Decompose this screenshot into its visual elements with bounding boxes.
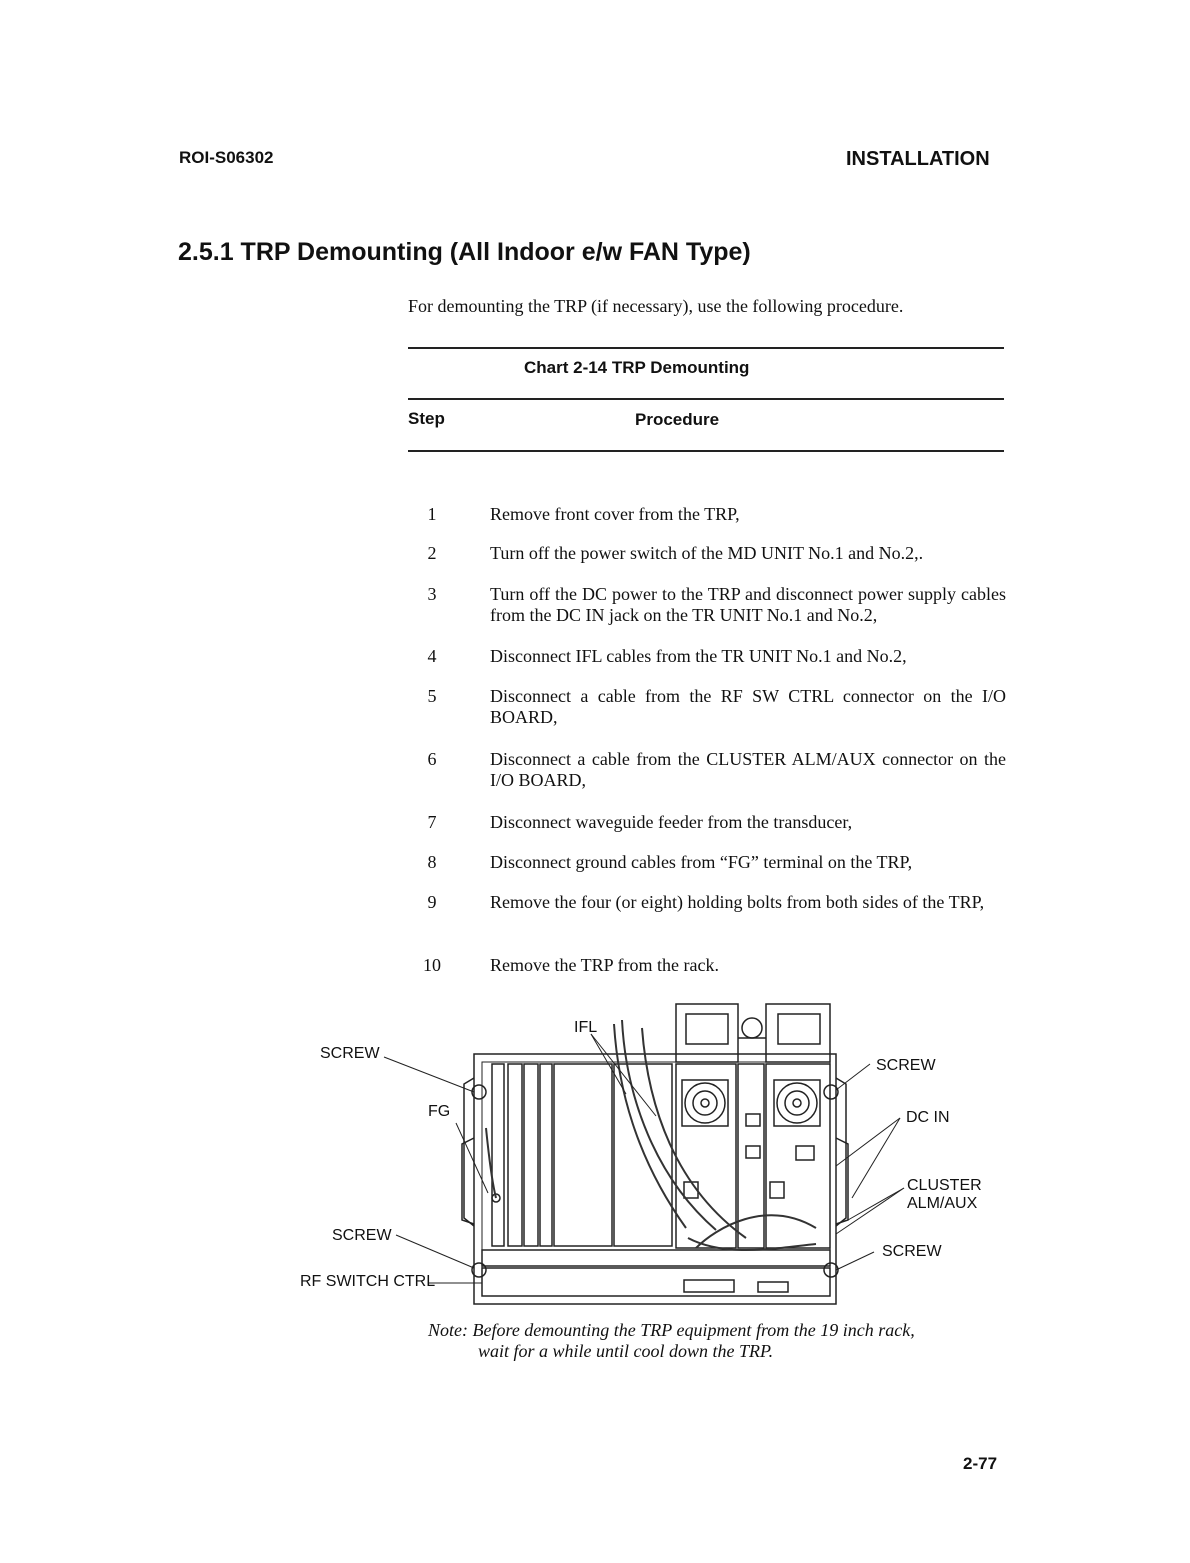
step-number: 5 [427,686,437,706]
step-text: Turn off the power switch of the MD UNIT No.1 and No.2,. [490,543,924,563]
label-ifl: IFL [574,1019,598,1036]
step-text: Disconnect a cable from the CLUSTER ALM/AUX connector on the I/O BOARD, [490,749,1006,790]
step-number: 7 [427,812,437,832]
label-screw-top-left: SCREW [320,1045,380,1062]
label-screw-bottom-left: SCREW [332,1227,392,1244]
step-text: Disconnect IFL cables from the TR UNIT No.1 and No.2, [490,646,907,666]
label-cluster: CLUSTER [907,1177,982,1194]
document-id: ROI-S06302 [179,148,274,167]
step-text: Remove the TRP from the rack. [490,955,719,975]
step-text: Remove the four (or eight) holding bolts from both sides of the TRP, [490,892,985,912]
label-fg: FG [428,1103,451,1120]
column-header-step: Step [408,409,445,428]
chapter-title: INSTALLATION [846,148,990,170]
note-line-1: Note: Before demounting the TRP equipment from the 19 inch rack, [428,1320,915,1340]
note-line-2: wait for a while until cool down the TRP. [478,1341,774,1361]
label-dc-in: DC IN [906,1109,950,1126]
step-number: 6 [427,749,437,769]
section-title: 2.5.1 TRP Demounting (All Indoor e/w FAN Type) [178,238,751,266]
trp-equipment-diagram [296,998,1006,1310]
intro-text: For demounting the TRP (if necessary), use the following procedure. [408,296,904,316]
step-number: 1 [427,504,437,524]
chart-top-rule [408,347,1004,349]
step-text: Remove front cover from the TRP, [490,504,740,524]
page-number: 2-77 [963,1454,998,1473]
label-screw-top-right: SCREW [876,1057,936,1074]
label-alm-aux: ALM/AUX [907,1195,978,1212]
step-text: Turn off the DC power to the TRP and disconnect power supply cables from the DC IN jack on the TR UNIT No.1 and No.2, [490,584,1006,625]
step-number: 2 [427,543,437,563]
step-text: Disconnect waveguide feeder from the transducer, [490,812,853,832]
label-screw-bottom-right: SCREW [882,1243,942,1260]
step-number: 10 [423,955,441,975]
step-number: 8 [427,852,437,872]
chart-header-rule [408,398,1004,400]
chart-title: Chart 2-14 TRP Demounting [524,358,750,377]
step-text: Disconnect ground cables from “FG” terminal on the TRP, [490,852,913,872]
step-number: 4 [427,646,437,666]
label-rf-switch-ctrl: RF SWITCH CTRL [300,1273,436,1290]
column-header-procedure: Procedure [635,410,720,429]
chart-bottom-rule [408,450,1004,452]
step-text: Disconnect a cable from the RF SW CTRL connector on the I/O BOARD, [490,686,1006,727]
note [428,1320,1004,1362]
step-number: 3 [427,584,437,604]
step-number: 9 [427,892,437,912]
